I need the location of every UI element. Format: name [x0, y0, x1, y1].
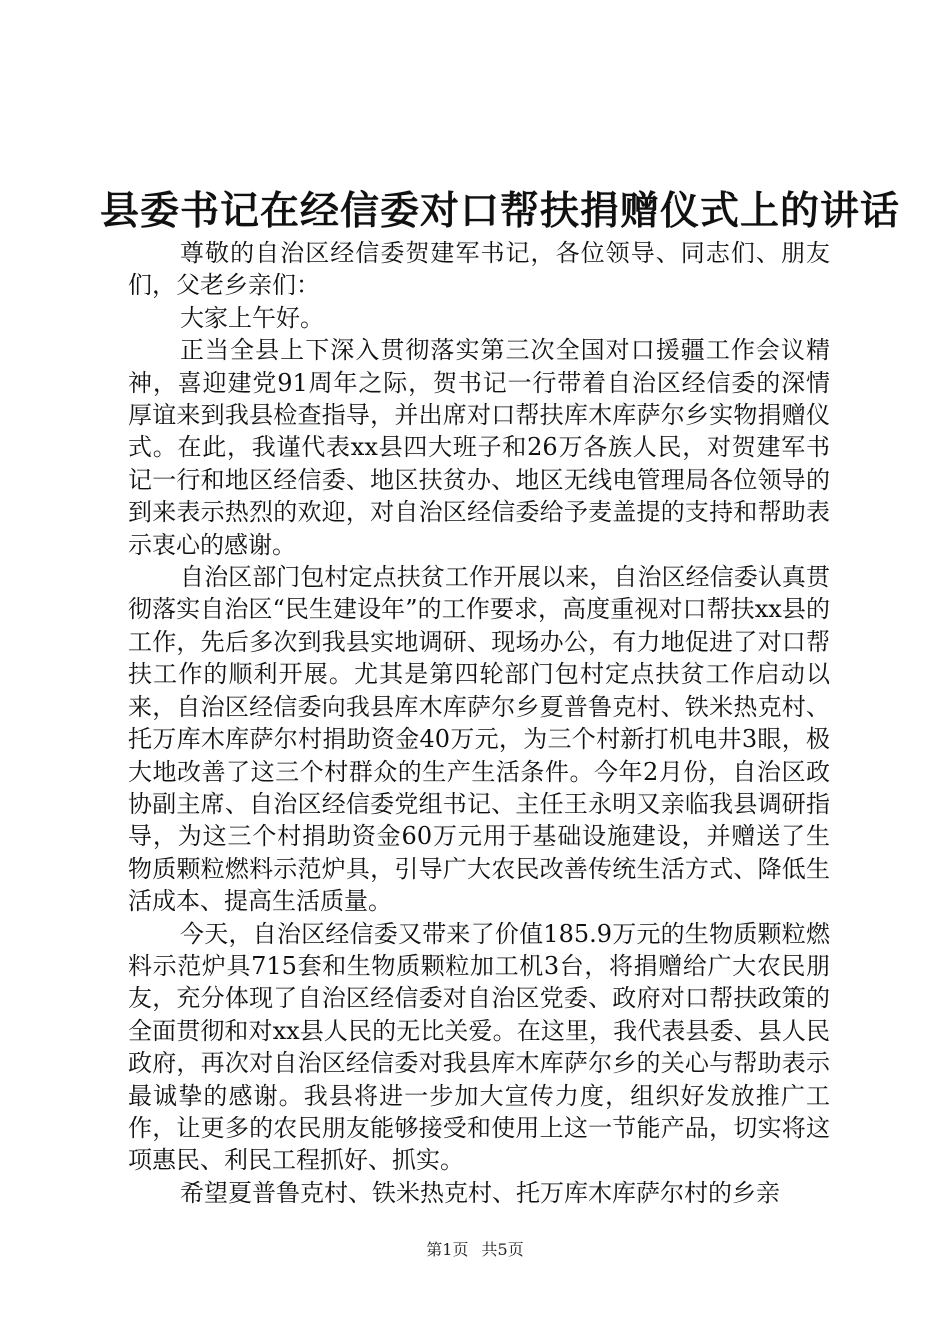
paragraph-background: 自治区部门包村定点扶贫工作开展以来，自治区经信委认真贯彻落实自治区“民生建设年”的工作要求，高度重视对口帮扶xx县的工作，先后多次到我县实地调研、现场办公，有力地促进了对口帮扶工作的顺利开展。尤其是第四轮部门包村定点扶贫工作启动以来，自治区经信委向我县库木库萨尔乡夏普鲁克村、铁米热克村、托万库木库萨尔村捐助资金40万元，为三个村新打机电井3眼，极大地改善了这三个村群众的生产生活条件。今年2月份，自治区政协副主席、自治区经信委党组书记、主任王永明又亲临我县调研指导，为这三个村捐助资金60万元用于基础设施建设，并赠送了生物质颗粒燃料示范炉具，引导广大农民改善传统生活方式、降低生活成本、提高生活质量。 [128, 563, 830, 916]
paragraph-hope: 希望夏普鲁克村、铁米热克村、托万库木库萨尔村的乡亲 [180, 1178, 780, 1207]
page-footer [0, 1238, 950, 1262]
paragraph-welcome: 正当全县上下深入贯彻落实第三次全国对口援疆工作会议精神，喜迎建党91周年之际，贺书记一行带着自治区经信委的深情厚谊来到我县检查指导，并出席对口帮扶库木库萨尔乡实物捐赠仪式。在此，我谨代表xx县四大班子和26万各族人民，对贺建军书记一行和地区经信委、地区扶贫办、地区无线电管理局各位领导的到来表示热烈的欢迎，对自治区经信委给予麦盖提的支持和帮助表示衷心的感谢。 [128, 336, 830, 559]
document-title: 县委书记在经信委对口帮扶捐赠仪式上的讲话 [100, 188, 901, 234]
page-number: 第1页 [426, 1240, 469, 1259]
paragraph-greeting: 大家上午好。 [180, 303, 324, 332]
paragraph-donation: 今天，自治区经信委又带来了价值185.9万元的生物质颗粒燃料示范炉具715套和生物质颗粒加工机3台，将捐赠给广大农民朋友，充分体现了自治区经信委对自治区党委、政府对口帮扶政策的全面贯彻和对xx县人民的无比关爱。在这里，我代表县委、县人民政府，再次对自治区经信委对我县库木库萨尔乡的关心与帮助表示最诚挚的感谢。我县将进一步加大宣传力度，组织好发放推广工作，让更多的农民朋友能够接受和使用上这一节能产品，切实将这项惠民、利民工程抓好、抓实。 [128, 919, 830, 1175]
page-total: 共5页 [481, 1240, 524, 1259]
paragraph-salutation: 尊敬的自治区经信委贺建军书记，各位领导、同志们、朋友们，父老乡亲们： [128, 239, 830, 300]
document-body [128, 237, 830, 1209]
